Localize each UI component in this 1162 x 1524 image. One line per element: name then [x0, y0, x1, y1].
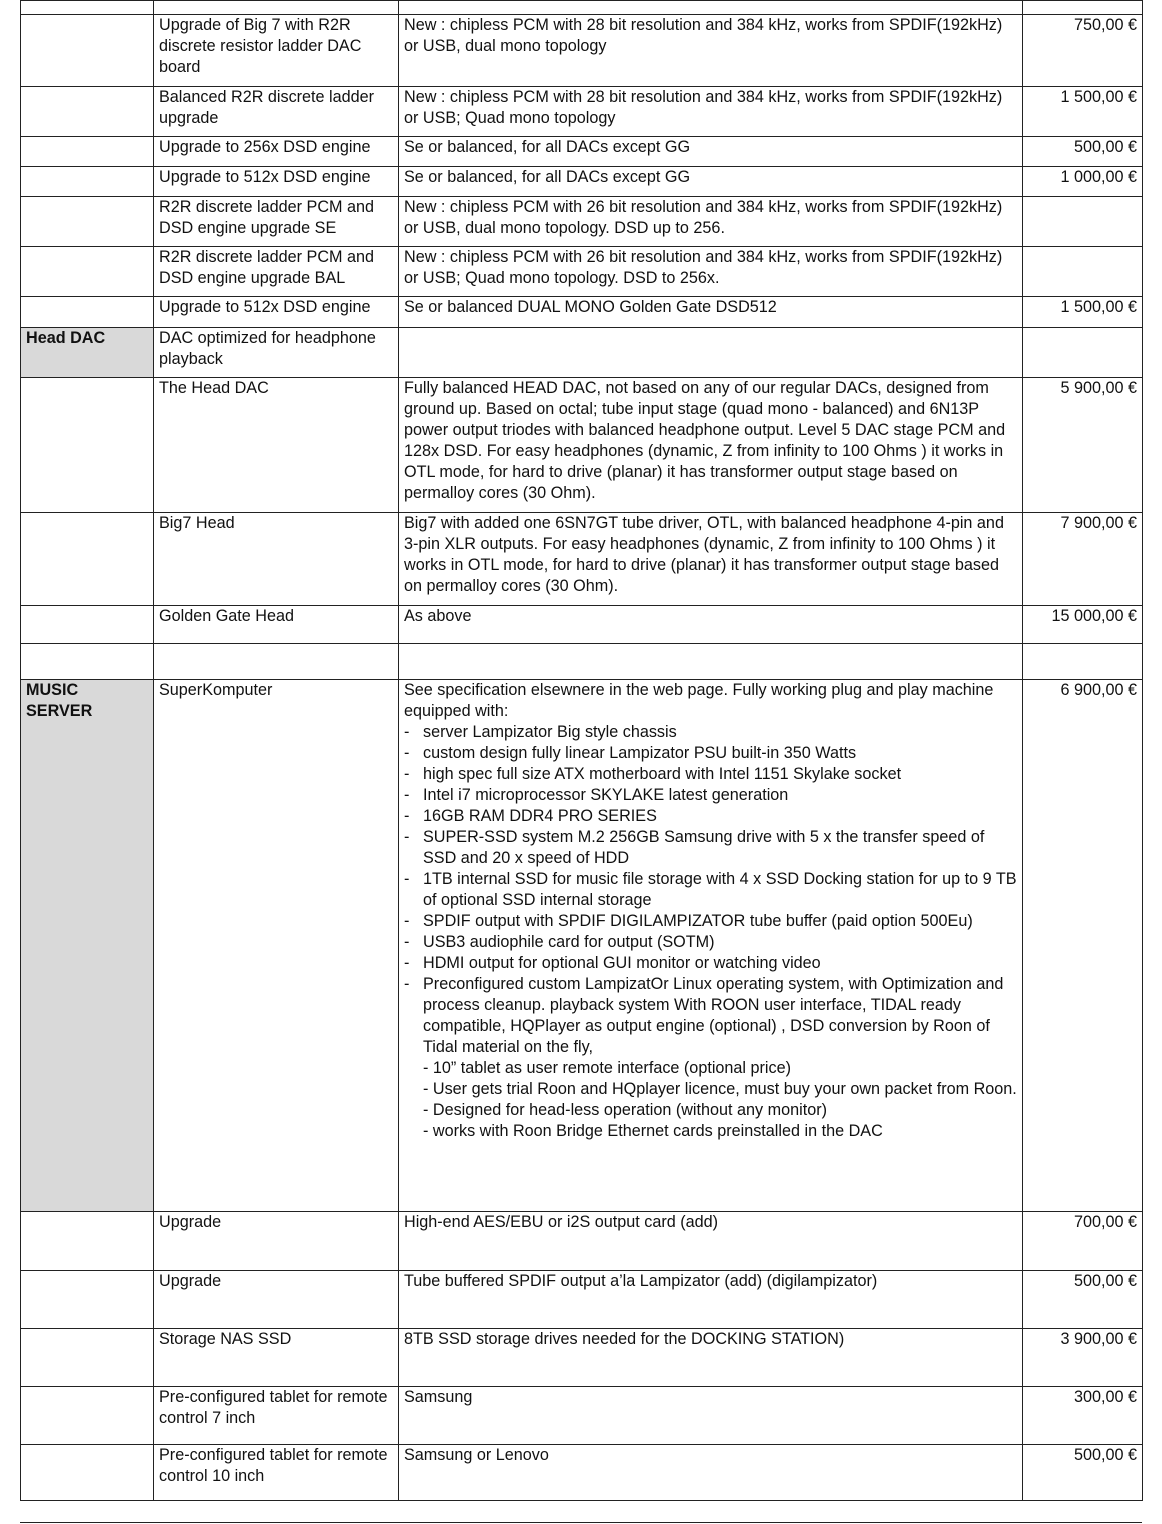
spec-list	[404, 722, 1017, 1142]
item-name-cell: Pre-configured tablet for remote control 7 inch	[154, 1387, 399, 1445]
category-cell	[21, 167, 154, 197]
item-name-cell	[154, 1, 399, 15]
description-cell: New : chipless PCM with 28 bit resolution and 384 kHz, works from SPDIF(192kHz) or USB; Quad mono topology	[399, 87, 1023, 137]
description-cell: 8TB SSD storage drives needed for the DOCKING STATION)	[399, 1329, 1023, 1387]
item-name-cell: Upgrade	[154, 1212, 399, 1271]
description-cell: Big7 with added one 6SN7GT tube driver, OTL, with balanced headphone 4-pin and 3-pin XLR outputs. For easy headphones (dynamic, Z from infinity to 100 Ohms ) it works in OTL mode, for hard to drive (planar) it has transformer output stage based on permalloy cores (30 Ohm).	[399, 513, 1023, 606]
item-name-cell: Upgrade of Big 7 with R2R discrete resistor ladder DAC board	[154, 15, 399, 87]
price-cell: 750,00 €	[1023, 15, 1143, 87]
table-row	[21, 1387, 1143, 1445]
spec-list-item: - works with Roon Bridge Ethernet cards preinstalled in the DAC	[423, 1122, 883, 1140]
category-cell	[21, 197, 154, 247]
spec-list-item: - USB3 audiophile card for output (SOTM)	[404, 932, 1017, 953]
category-cell	[21, 15, 154, 87]
description-text: See specification elsewnere in the web page. Fully working plug and play machine equipped with:	[404, 681, 994, 720]
price-cell: 500,00 €	[1023, 137, 1143, 167]
table-row	[21, 513, 1143, 606]
description-cell: Se or balanced, for all DACs except GG	[399, 167, 1023, 197]
table-row	[21, 137, 1143, 167]
table-row	[21, 328, 1143, 378]
item-name-cell: Upgrade	[154, 1271, 399, 1329]
price-cell: 1 500,00 €	[1023, 297, 1143, 328]
spec-list-item: - 1TB internal SSD for music file storage with 4 x SSD Docking station for up to 9 TB of optional SSD internal storage	[404, 869, 1017, 911]
description-cell: As above	[399, 606, 1023, 644]
table-row	[21, 247, 1143, 297]
item-name-cell: Upgrade to 256x DSD engine	[154, 137, 399, 167]
price-list-body	[21, 1, 1143, 1501]
category-cell: MUSIC SERVER	[21, 680, 154, 1212]
price-cell	[1023, 328, 1143, 378]
description-cell	[399, 1, 1023, 15]
table-row	[21, 1329, 1143, 1387]
spec-list-item: - 16GB RAM DDR4 PRO SERIES	[404, 806, 1017, 827]
price-cell: 300,00 €	[1023, 1387, 1143, 1445]
price-cell	[1023, 247, 1143, 297]
price-cell: 1 000,00 €	[1023, 167, 1143, 197]
description-cell: Samsung or Lenovo	[399, 1445, 1023, 1501]
item-name-cell: DAC optimized for headphone playback	[154, 328, 399, 378]
item-name-cell: R2R discrete ladder PCM and DSD engine upgrade SE	[154, 197, 399, 247]
category-cell	[21, 1212, 154, 1271]
description-cell: Samsung	[399, 1387, 1023, 1445]
category-cell	[21, 1445, 154, 1501]
spec-list-item: - SPDIF output with SPDIF DIGILAMPIZATOR tube buffer (paid option 500Eu)	[404, 911, 1017, 932]
price-cell	[1023, 1, 1143, 15]
category-cell	[21, 378, 154, 513]
item-name-cell: R2R discrete ladder PCM and DSD engine upgrade BAL	[154, 247, 399, 297]
table-row	[21, 297, 1143, 328]
description-cell: Se or balanced DUAL MONO Golden Gate DSD512	[399, 297, 1023, 328]
item-name-cell: Pre-configured tablet for remote control 10 inch	[154, 1445, 399, 1501]
spec-list-item: - Preconfigured custom LampizatOr Linux operating system, with Optimization and process cleanup. playback system With ROON user interface, TIDAL ready compatible, HQPlayer as output engine (optional) , DSD conversion by Roon of Tidal material on the fly,	[404, 974, 1017, 1058]
table-row	[21, 197, 1143, 247]
item-name-cell: Upgrade to 512x DSD engine	[154, 167, 399, 197]
table-row	[21, 15, 1143, 87]
item-name-cell: The Head DAC	[154, 378, 399, 513]
description-cell: New : chipless PCM with 28 bit resolution and 384 kHz, works from SPDIF(192kHz) or USB, dual mono topology	[399, 15, 1023, 87]
price-list-table	[20, 0, 1143, 1501]
price-cell: 5 900,00 €	[1023, 378, 1143, 513]
price-cell: 15 000,00 €	[1023, 606, 1143, 644]
category-cell	[21, 513, 154, 606]
item-name-cell	[154, 644, 399, 680]
price-cell	[1023, 644, 1143, 680]
price-cell: 700,00 €	[1023, 1212, 1143, 1271]
spec-list-item: - server Lampizator Big style chassis	[404, 722, 1017, 743]
category-cell	[21, 297, 154, 328]
category-cell	[21, 137, 154, 167]
price-cell: 500,00 €	[1023, 1445, 1143, 1501]
price-cell: 3 900,00 €	[1023, 1329, 1143, 1387]
price-cell: 7 900,00 €	[1023, 513, 1143, 606]
category-cell	[21, 87, 154, 137]
item-name-cell: Balanced R2R discrete ladder upgrade	[154, 87, 399, 137]
category-cell: Head DAC	[21, 328, 154, 378]
category-cell	[21, 1, 154, 15]
table-row	[21, 1, 1143, 15]
table-row	[21, 644, 1143, 680]
table-row	[21, 378, 1143, 513]
description-cell: New : chipless PCM with 26 bit resolution and 384 kHz, works from SPDIF(192kHz) or USB, dual mono topology. DSD up to 256.	[399, 197, 1023, 247]
spec-list-item: - 10” tablet as user remote interface (optional price)	[423, 1059, 791, 1077]
table-row	[21, 680, 1143, 1212]
table-row	[21, 606, 1143, 644]
table-bottom-border	[20, 1522, 1142, 1523]
category-cell	[21, 247, 154, 297]
item-name-cell: Upgrade to 512x DSD engine	[154, 297, 399, 328]
price-cell: 6 900,00 €	[1023, 680, 1143, 1212]
table-row	[21, 87, 1143, 137]
spec-list-item: - Designed for head-less operation (without any monitor)	[423, 1101, 827, 1119]
category-cell	[21, 1387, 154, 1445]
price-cell: 500,00 €	[1023, 1271, 1143, 1329]
price-cell: 1 500,00 €	[1023, 87, 1143, 137]
category-cell	[21, 644, 154, 680]
spec-list-item: - custom design fully linear Lampizator PSU built-in 350 Watts	[404, 743, 1017, 764]
description-cell	[399, 680, 1023, 1212]
item-name-cell: Golden Gate Head	[154, 606, 399, 644]
spec-list-item: - HDMI output for optional GUI monitor or watching video	[404, 953, 1017, 974]
description-cell	[399, 644, 1023, 680]
description-cell	[399, 328, 1023, 378]
category-cell	[21, 606, 154, 644]
spec-list-item: - SUPER-SSD system M.2 256GB Samsung drive with 5 x the transfer speed of SSD and 20 x speed of HDD	[404, 827, 1017, 869]
spec-list-item: - Intel i7 microprocessor SKYLAKE latest generation	[404, 785, 1017, 806]
description-cell: Fully balanced HEAD DAC, not based on any of our regular DACs, designed from ground up. Based on octal; tube input stage (quad mono - balanced) and 6N13P power output triodes with balanced headphone output. Level 5 DAC stage PCM and 128x DSD. For easy headphones (dynamic, Z from infinity to 100 Ohms ) it works in OTL mode, for hard to drive (planar) it has transformer output stage based on permalloy cores (30 Ohm).	[399, 378, 1023, 513]
category-cell	[21, 1329, 154, 1387]
table-row	[21, 1445, 1143, 1501]
category-cell	[21, 1271, 154, 1329]
spec-list-item: - high spec full size ATX motherboard with Intel 1151 Skylake socket	[404, 764, 1017, 785]
table-row	[21, 167, 1143, 197]
item-name-cell: Big7 Head	[154, 513, 399, 606]
spec-list-item: - User gets trial Roon and HQplayer licence, must buy your own packet from Roon.	[423, 1080, 1017, 1098]
price-cell	[1023, 197, 1143, 247]
item-name-cell: SuperKomputer	[154, 680, 399, 1212]
item-name-cell: Storage NAS SSD	[154, 1329, 399, 1387]
table-row	[21, 1212, 1143, 1271]
table-row	[21, 1271, 1143, 1329]
description-cell: Tube buffered SPDIF output a’la Lampizator (add) (digilampizator)	[399, 1271, 1023, 1329]
description-cell: New : chipless PCM with 26 bit resolution and 384 kHz, works from SPDIF(192kHz) or USB; Quad mono topology. DSD to 256x.	[399, 247, 1023, 297]
description-cell: High-end AES/EBU or i2S output card (add)	[399, 1212, 1023, 1271]
description-cell: Se or balanced, for all DACs except GG	[399, 137, 1023, 167]
